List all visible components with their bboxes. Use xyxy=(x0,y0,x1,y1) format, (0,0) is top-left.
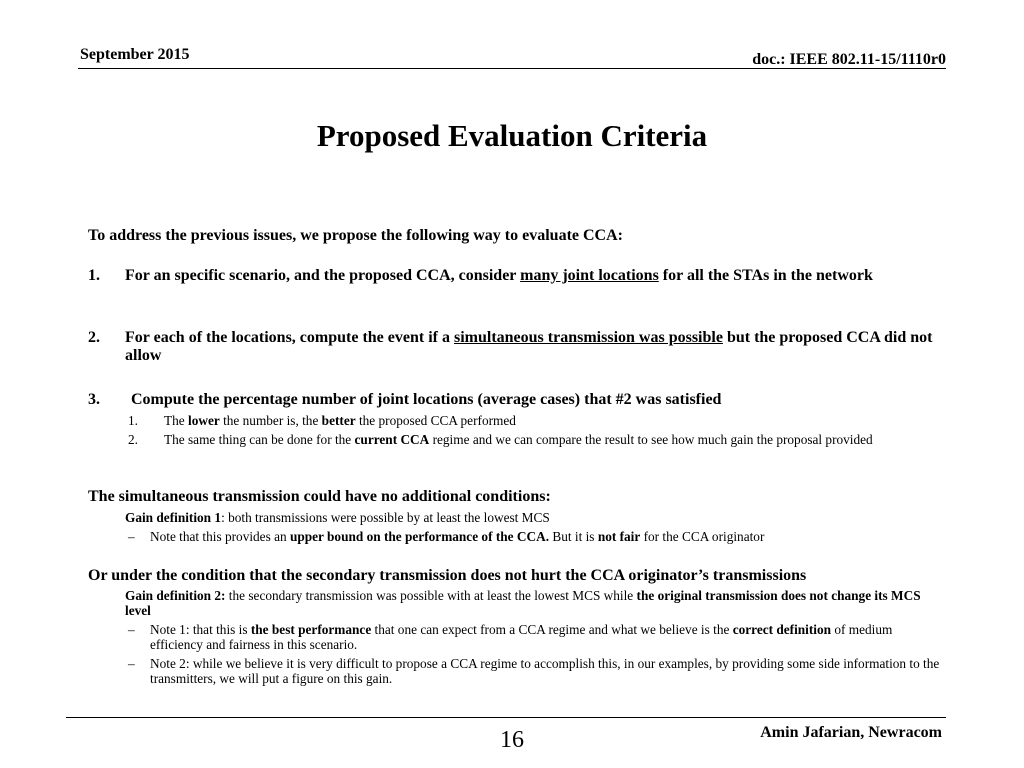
item-3-sub-2-number: 2. xyxy=(128,432,138,447)
section-1-note: Note that this provides an upper bound on the performance of the CCA. But it is not fair for the CCA originator xyxy=(150,529,765,544)
section-2-heading: Or under the condition that the secondary transmission does not hurt the CCA originator’s transmissions xyxy=(88,567,807,584)
item-3-sub-2-text: The same thing can be done for the current CCA regime and we can compare the result to see how much gain the proposal provided xyxy=(164,432,873,447)
item-3-number: 3. xyxy=(88,391,100,408)
header-rule xyxy=(78,68,946,69)
item-3-sub-1-text: The lower the number is, the better the proposed CCA performed xyxy=(164,413,516,428)
header-date: September 2015 xyxy=(80,46,190,63)
item-2-emphasis: simultaneous transmission was possible xyxy=(453,329,723,346)
section-1-heading: The simultaneous transmission could have no additional conditions: xyxy=(88,488,551,505)
header-doc-id: doc.: IEEE 802.11-15/1110r0 xyxy=(752,51,946,68)
item-1-number: 1. xyxy=(88,267,100,284)
section-2-dash-2: – xyxy=(128,656,135,671)
section-1-dash: – xyxy=(128,529,135,544)
item-2-text: For each of the locations, compute the event if a simultaneous transmission was possible but the proposed CCA did not allow xyxy=(125,329,933,364)
slide-title: Proposed Evaluation Criteria xyxy=(316,118,708,153)
gain-definition-1: Gain definition 1: both transmissions were possible by at least the lowest MCS xyxy=(125,510,550,525)
gain-definition-2: Gain definition 2: the secondary transmission was possible with at least the lowest MCS while the original transmission does not change its MCS level xyxy=(125,588,921,618)
item-1-emphasis: many joint locations xyxy=(520,267,659,284)
item-1-text: For an specific scenario, and the proposed CCA, consider many joint locations for all the STAs in the network xyxy=(125,267,873,284)
item-2-number: 2. xyxy=(88,329,100,346)
footer-rule xyxy=(66,717,946,718)
footer-author: Amin Jafarian, Newracom xyxy=(760,724,942,741)
section-2-dash-1: – xyxy=(128,622,135,637)
item-3-text: Compute the percentage number of joint locations (average cases) that #2 was satisfied xyxy=(131,391,722,408)
item-3-sub-1-number: 1. xyxy=(128,413,138,428)
page-number: 16 xyxy=(500,727,524,753)
section-2-note-1: Note 1: that this is the best performance that one can expect from a CCA regime and what we believe is the correct definition of medium efficiency and fairness in this scenario. xyxy=(150,622,893,652)
section-2-note-2: Note 2: while we believe it is very difficult to propose a CCA regime to accomplish this, in our examples, by providing some side information to the transmitters, we will put a figure on this gain. xyxy=(150,656,940,686)
intro-text: To address the previous issues, we propose the following way to evaluate CCA: xyxy=(88,227,623,244)
